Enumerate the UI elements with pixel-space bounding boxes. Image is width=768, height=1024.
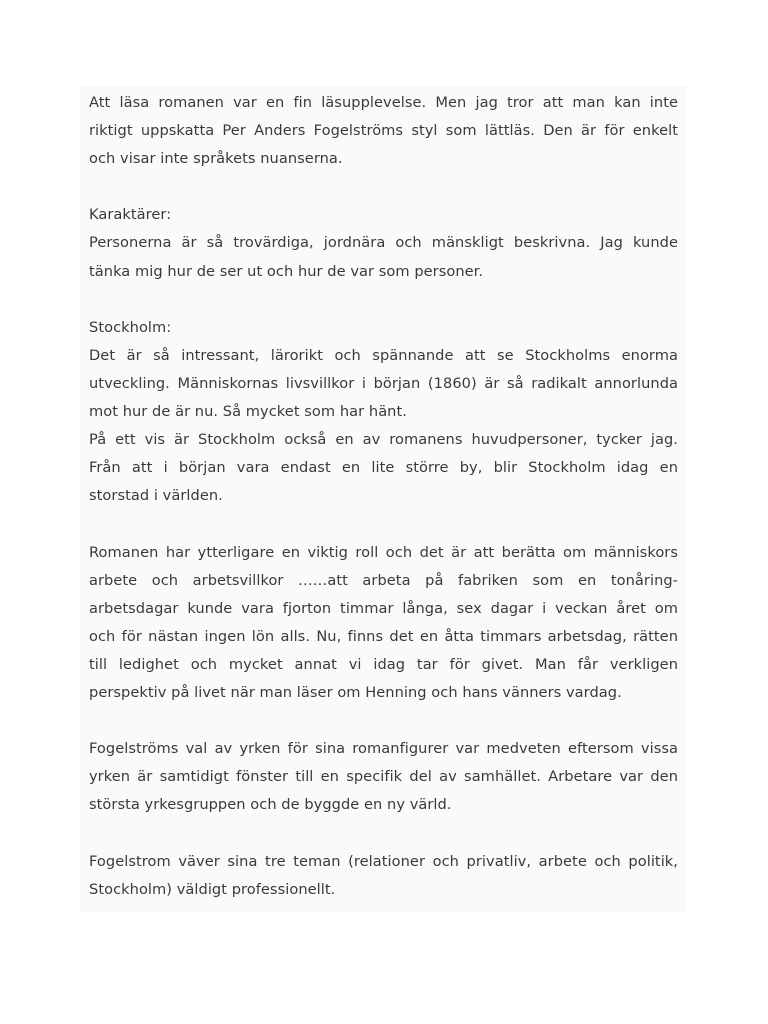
text-line: tänka mig hur de ser ut och hur de var som personer.: [89, 262, 484, 280]
text-line: största yrkesgruppen och de byggde en ny värld.: [89, 796, 452, 814]
paragraph-gap: [89, 173, 678, 201]
text-line: riktigt uppskatta Per Anders Fogelströms styl som lättläs. Den är för enkelt: [89, 122, 678, 140]
paragraph: [89, 848, 678, 904]
text-line: och för nästan ingen lön alls. Nu, finns det en åtta timmars arbetsdag, rätten: [89, 627, 678, 645]
text-line: Stockholm) väldigt professionellt.: [89, 880, 336, 898]
paragraph: [89, 89, 678, 173]
text-line: Romanen har ytterligare en viktig roll och det är att berätta om människors: [89, 543, 678, 561]
text-line: till ledighet och mycket annat vi idag tar för givet. Man får verkligen: [89, 655, 678, 673]
paragraph-gap: [89, 286, 678, 314]
document-body: [80, 86, 687, 912]
text-line: På ett vis är Stockholm också en av romanens huvudpersoner, tycker jag.: [89, 431, 678, 449]
text-line: Karaktärer:: [89, 206, 172, 224]
paragraph: [89, 201, 678, 285]
text-line: Stockholm:: [89, 318, 172, 336]
text-line: Att läsa romanen var en fin läsupplevelse. Men jag tror att man kan inte: [89, 94, 678, 111]
text-line: arbete och arbetsvillkor ……att arbeta på fabriken som en tonåring-: [89, 571, 678, 589]
paragraph: [89, 314, 678, 511]
paragraph: [89, 735, 678, 819]
text-line: utveckling. Människornas livsvillkor i början (1860) är så radikalt annorlunda: [89, 374, 678, 392]
text-line: och visar inte språkets nuanserna.: [89, 150, 343, 168]
text-line: perspektiv på livet när man läser om Henning och hans vänners vardag.: [89, 683, 622, 701]
text-line: storstad i världen.: [89, 487, 223, 505]
text-line: yrken är samtidigt fönster till en specifik del av samhället. Arbetare var den: [89, 768, 678, 786]
text-line: Det är så intressant, lärorikt och spännande att se Stockholms enorma: [89, 346, 678, 364]
text-line: arbetsdagar kunde vara fjorton timmar långa, sex dagar i veckan året om: [89, 599, 678, 617]
paragraph: [89, 539, 678, 708]
text-line: Fogelstrom väver sina tre teman (relationer och privatliv, arbete och politik,: [89, 852, 678, 870]
text-line: mot hur de är nu. Så mycket som har hänt.: [89, 403, 407, 421]
paragraph-gap: [89, 819, 678, 847]
text-line: Personerna är så trovärdiga, jordnära och mänskligt beskrivna. Jag kunde: [89, 234, 678, 252]
paragraph-gap: [89, 510, 678, 538]
text-line: Fogelströms val av yrken för sina romanfigurer var medveten eftersom vissa: [89, 740, 678, 758]
text-line: Från att i början vara endast en lite större by, blir Stockholm idag en: [89, 459, 678, 477]
paragraph-gap: [89, 707, 678, 735]
